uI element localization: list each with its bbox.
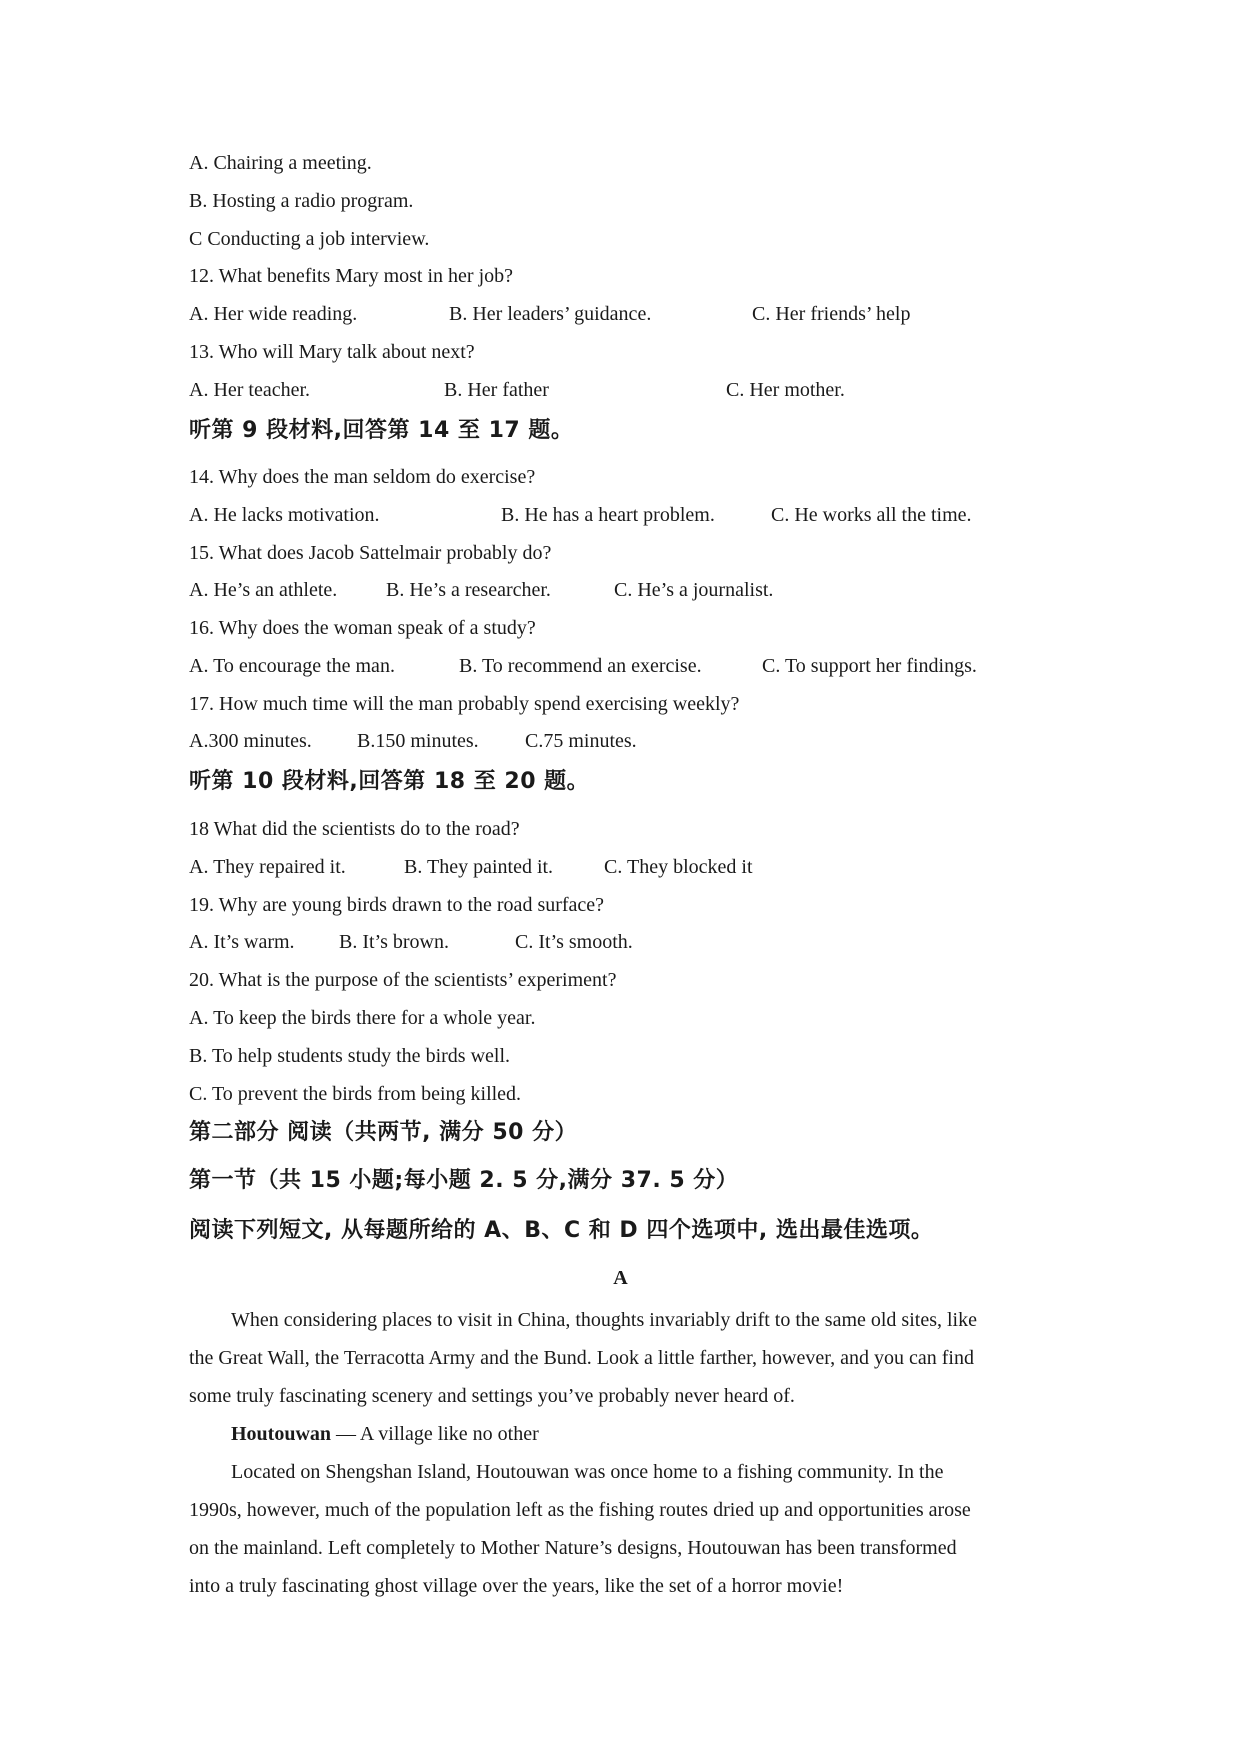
passage-letter: A [613, 1267, 628, 1289]
q13-option-a: A. Her teacher. [189, 379, 311, 401]
q16-option-b: B. To recommend an exercise. [459, 655, 702, 677]
q17-option-b: B.150 minutes. [357, 730, 479, 752]
passage-body-line-3: on the mainland. Left completely to Mother Nature’s designs, Houtouwan has been transformed [189, 1537, 957, 1559]
q14-option-a: A. He lacks motivation. [189, 504, 380, 526]
q16-option-c: C. To support her findings. [762, 655, 977, 677]
q12-option-c: C. Her friends’ help [752, 303, 911, 325]
q20-option-c: C. To prevent the birds from being killed. [189, 1083, 522, 1105]
section9-heading: 听第 9 段材料,回答第 14 至 17 题。 [189, 418, 574, 443]
q14-option-b: B. He has a heart problem. [501, 504, 715, 526]
passage-body-line-1: Located on Shengshan Island, Houtouwan was once home to a fishing community. In the [231, 1461, 944, 1483]
subheading-rest: — A village like no other [331, 1423, 539, 1445]
q16-option-a: A. To encourage the man. [189, 655, 395, 677]
q12-option-b: B. Her leaders’ guidance. [449, 303, 652, 325]
q18-question: 18 What did the scientists do to the road? [189, 818, 520, 840]
q14-option-c: C. He works all the time. [771, 504, 972, 526]
q18-option-b: B. They painted it. [404, 856, 554, 878]
q12-option-a: A. Her wide reading. [189, 303, 358, 325]
subheading-title: Houtouwan [231, 1423, 332, 1445]
q19-option-b: B. It’s brown. [339, 931, 449, 953]
section1-heading: 第一节（共 15 小题;每小题 2. 5 分,满分 37. 5 分） [189, 1168, 739, 1193]
q11-option-a: A. Chairing a meeting. [189, 152, 372, 174]
q20-option-b: B. To help students study the birds well. [189, 1045, 510, 1067]
q20-option-a: A. To keep the birds there for a whole year. [189, 1007, 536, 1029]
q17-option-a: A.300 minutes. [189, 730, 312, 752]
q13-option-b: B. Her father [444, 379, 549, 401]
q13-option-c: C. Her mother. [726, 379, 845, 401]
q18-option-c: C. They blocked it [604, 856, 753, 878]
passage-subheading [231, 1422, 539, 1446]
reading-instruction: 阅读下列短文, 从每题所给的 A、B、C 和 D 四个选项中, 选出最佳选项。 [189, 1218, 934, 1243]
passage-body-line-4: into a truly fascinating ghost village over the years, like the set of a horror movie! [189, 1575, 844, 1597]
q15-option-c: C. He’s a journalist. [614, 579, 774, 601]
q15-option-b: B. He’s a researcher. [386, 579, 551, 601]
q17-question: 17. How much time will the man probably spend exercising weekly? [189, 693, 740, 715]
section10-heading: 听第 10 段材料,回答第 18 至 20 题。 [189, 769, 590, 794]
q20-question: 20. What is the purpose of the scientists’ experiment? [189, 969, 617, 991]
q17-option-c: C.75 minutes. [525, 730, 637, 752]
q11-option-b: B. Hosting a radio program. [189, 190, 414, 212]
q19-option-a: A. It’s warm. [189, 931, 295, 953]
q18-option-a: A. They repaired it. [189, 856, 346, 878]
q15-option-a: A. He’s an athlete. [189, 579, 338, 601]
passage-intro-line-1: When considering places to visit in China, thoughts invariably drift to the same old sites, like [231, 1309, 977, 1331]
q16-question: 16. Why does the woman speak of a study? [189, 617, 536, 639]
q12-question: 12. What benefits Mary most in her job? [189, 265, 514, 287]
q14-question: 14. Why does the man seldom do exercise? [189, 466, 536, 488]
q19-question: 19. Why are young birds drawn to the road surface? [189, 894, 605, 916]
q11-option-c: C Conducting a job interview. [189, 228, 430, 250]
passage-body-line-2: 1990s, however, much of the population left as the fishing routes dried up and opportunities arose [189, 1499, 971, 1521]
part2-heading: 第二部分 阅读（共两节, 满分 50 分） [189, 1120, 578, 1145]
q15-question: 15. What does Jacob Sattelmair probably do? [189, 542, 552, 564]
passage-intro-line-3: some truly fascinating scenery and settings you’ve probably never heard of. [189, 1385, 795, 1407]
q19-option-c: C. It’s smooth. [515, 931, 633, 953]
q13-question: 13. Who will Mary talk about next? [189, 341, 475, 363]
passage-intro-line-2: the Great Wall, the Terracotta Army and the Bund. Look a little farther, however, and you can find [189, 1347, 974, 1369]
